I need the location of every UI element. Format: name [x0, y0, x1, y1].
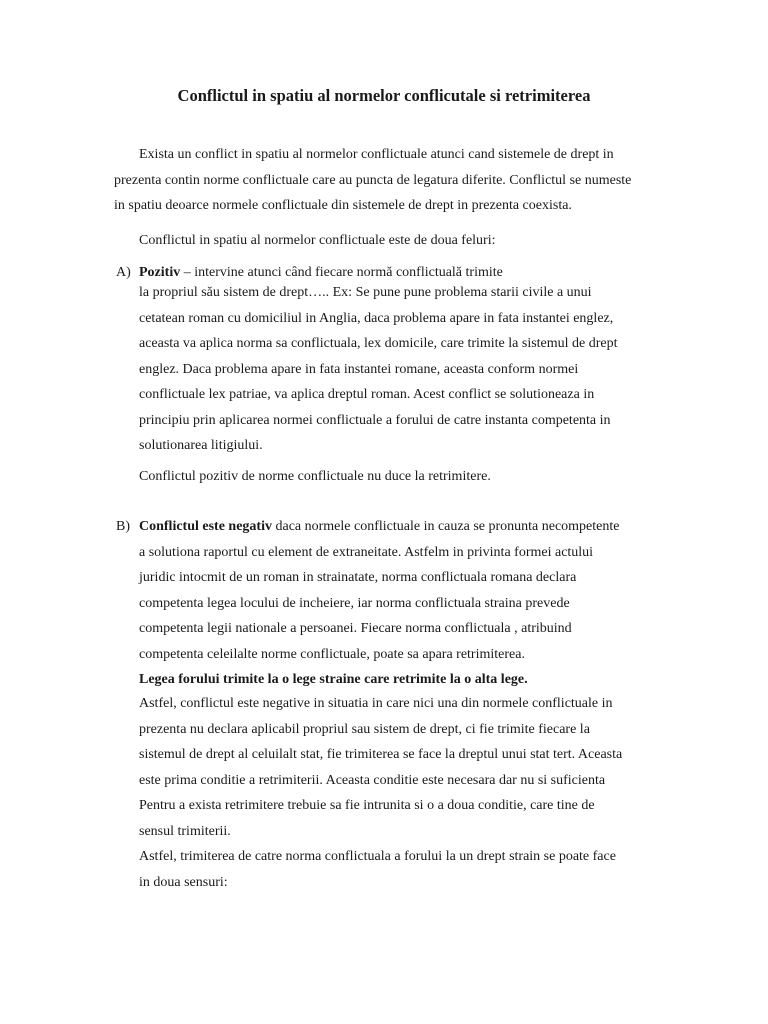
section-b-rest-line: Pentru a exista retrimitere trebuie sa fie intrunita si o a doua conditie, care tine de [139, 798, 595, 813]
section-b-rest-line: Astfel, trimiterea de catre norma conflictuala a forului la un drept strain se poate face [139, 849, 616, 864]
section-a-line: aceasta va aplica norma sa conflictuala, lex domicile, care trimite la sistemul de drept [139, 336, 618, 351]
document-title: Conflictul in spatiu al normelor conflicutale si retrimiterea [177, 86, 591, 105]
section-b-heading-text: daca normele conflictuale in cauza se pronunta necompetente [271, 519, 620, 534]
intro-line: prezenta contin norme conflictuale care au puncta de legatura diferite. Conflictul se numeste [114, 172, 632, 188]
section-a-line: cetatean roman cu domiciliul in Anglia, daca problema apare in fata instantei englez, [139, 310, 614, 326]
section-b-line: competenta legea locului de incheiere, iar norma conflictuala straina prevede [139, 595, 570, 611]
intro-line [114, 142, 669, 168]
section-a-label: Pozitiv [139, 265, 181, 280]
section-a-line: conflictuale lex patriae, va aplica dreptul roman. Acest conflict se solutioneaza in [139, 387, 595, 402]
section-b-heading [139, 514, 679, 540]
section-a-conclusion: Conflictul pozitiv de norme conflictuale nu duce la retrimitere. [139, 469, 491, 484]
section-b-rest-line: este prima conditie a retrimiterii. Aceasta conditie este necesara dar nu si suficienta [139, 772, 606, 788]
section-a-body [139, 280, 679, 459]
intro-paragraph [114, 142, 669, 219]
section-a-line: la propriul său sistem de drept….. Ex: Se pune pune problema starii civile a unui [139, 285, 592, 300]
intro-line: in spatiu deoarce normele conflictuale din sistemele de drept in prezenta coexista. [114, 198, 572, 213]
kinds-sentence: Conflictul in spatiu al normelor conflictuale este de doua feluri: [139, 233, 496, 248]
section-a-marker: A) [116, 265, 131, 280]
section-b-continuation [139, 691, 679, 895]
section-b-line: competenta legii nationale a persoanei. Fiecare norma conflictuala , atribuind [139, 621, 572, 636]
section-a-heading-text: – intervine atunci când fiecare normă conflictuală trimite [180, 265, 503, 280]
section-a-line: englez. Daca problema apare in fata instantei romane, aceasta conform normei [139, 361, 579, 377]
section-b-rest-line: sistemul de drept al celuilalt stat, fie trimiterea se face la dreptul unui stat tert. Aceasta [139, 747, 623, 762]
section-a-line: solutionarea litigiului. [139, 438, 263, 453]
section-b-rest-line: sensul trimiterii. [139, 823, 231, 839]
section-b-line: competenta celeilalte norme conflictuale, poate sa apara retrimiterea. [139, 646, 525, 662]
section-b-line: juridic intocmit de un roman in strainatate, norma conflictuala romana declara [139, 570, 577, 585]
section-b-bold-statement: Legea forului trimite la o lege straine care retrimite la o alta lege. [139, 672, 528, 687]
section-b-rest-line: Astfel, conflictul este negative in situatia in care nici una din normele conflictuale in [139, 696, 613, 711]
section-a-line: principiu prin aplicarea normei conflictuale a forului de catre instanta competenta in [139, 412, 611, 428]
intro-line-text: Exista un conflict in spatiu al normelor conflictuale atunci cand sistemele de drept in [139, 147, 614, 162]
section-b-body [139, 514, 679, 667]
section-b-line: a solutiona raportul cu element de extraneitate. Astfelm in privinta formei actului [139, 544, 594, 560]
section-b-label: Conflictul este negativ [139, 519, 272, 534]
section-b-rest-line: prezenta nu declara aplicabil propriul sau sistem de drept, ci fie trimite fiecare la [139, 721, 590, 737]
section-b-rest-line: in doua sensuri: [139, 874, 228, 890]
section-b-marker: B) [116, 519, 130, 534]
